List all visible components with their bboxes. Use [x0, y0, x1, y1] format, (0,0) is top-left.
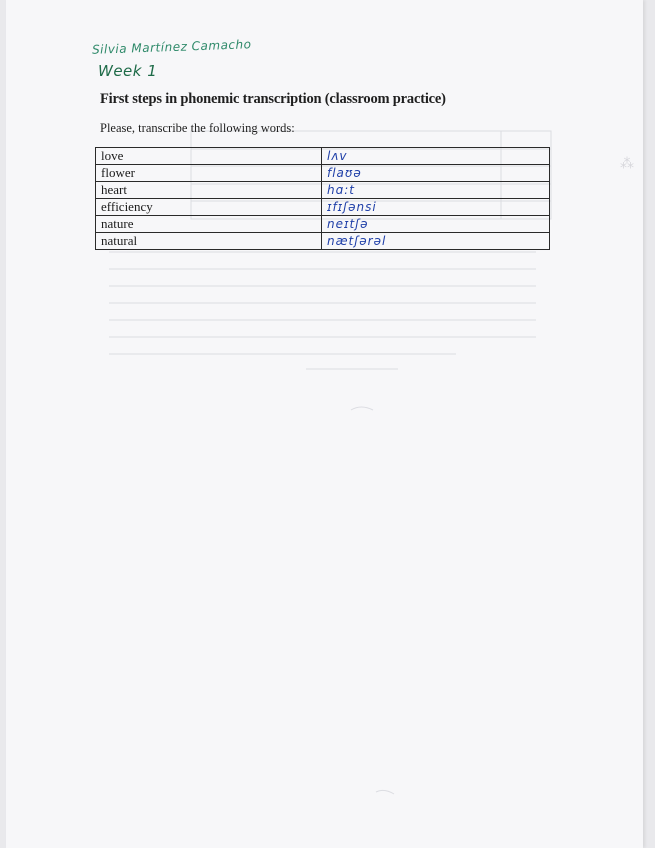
word-cell: heart [96, 182, 322, 199]
transcription-cell: ɪfɪʃənsi [322, 199, 550, 216]
word-cell: love [96, 148, 322, 165]
table-row [96, 233, 550, 250]
table-row [96, 165, 550, 182]
word-cell: nature [96, 216, 322, 233]
transcription-cell: nætʃərəl [322, 233, 550, 250]
table-row [96, 148, 550, 165]
word-cell: flower [96, 165, 322, 182]
scanned-page [6, 0, 643, 848]
transcription-cell: flaʊə [322, 165, 550, 182]
transcription-table [95, 147, 550, 250]
word-cell: natural [96, 233, 322, 250]
transcription-cell: lʌv [322, 148, 550, 165]
table-row [96, 182, 550, 199]
transcription-cell: neɪtʃə [322, 216, 550, 233]
transcription-cell: hɑ:t [322, 182, 550, 199]
table-row [96, 216, 550, 233]
word-cell: efficiency [96, 199, 322, 216]
table-row [96, 199, 550, 216]
student-name: Silvia Martínez Camacho [91, 37, 252, 57]
margin-mark: ⁂ [620, 156, 634, 172]
instructions: Please, transcribe the following words: [100, 121, 295, 135]
week-label: Week 1 [98, 62, 158, 80]
page-title: First steps in phonemic transcription (classroom practice) [100, 91, 446, 107]
